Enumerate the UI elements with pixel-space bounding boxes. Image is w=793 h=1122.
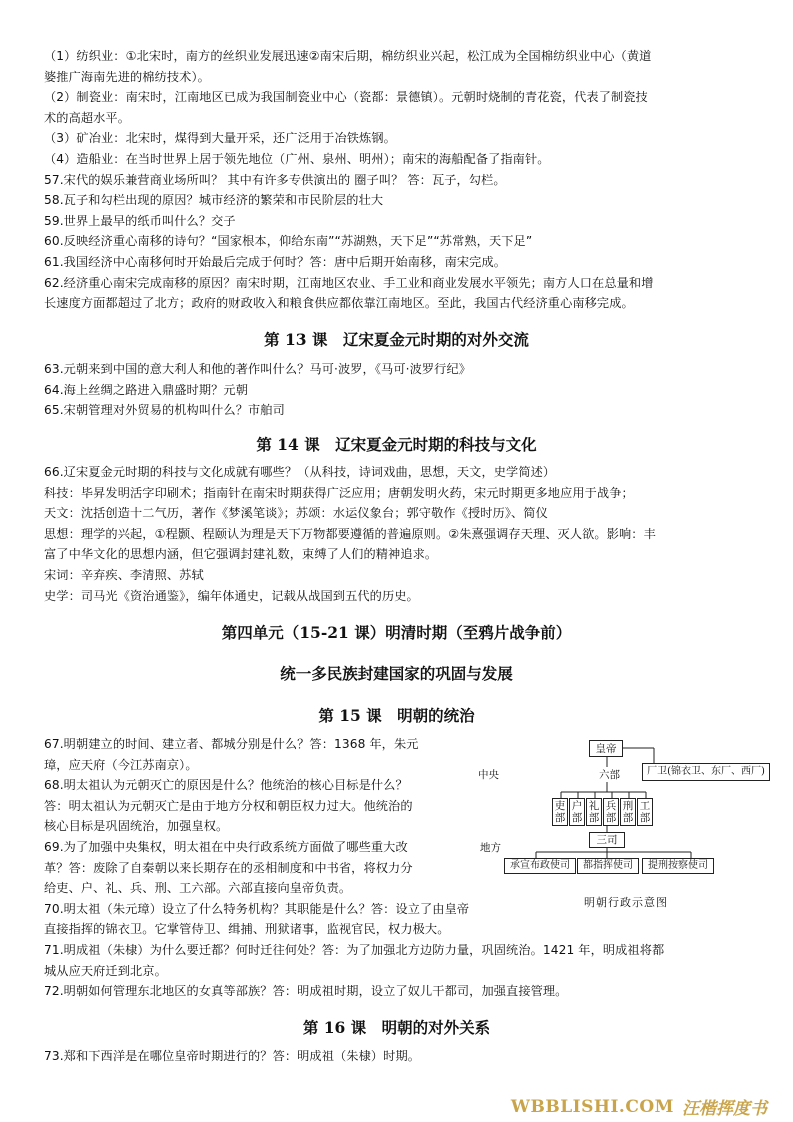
ministry-war-box (603, 798, 619, 826)
lesson16-title: 第 16 课 明朝的对外关系 (302, 1018, 491, 1037)
text-line: 57.宋代的娱乐兼营商业场所叫？ 其中有许多专供演出的 圈子叫？ 答：瓦子，勾栏。 (44, 172, 506, 187)
ministry-char: 户 (571, 799, 583, 812)
ministry-hu-box (569, 798, 585, 826)
text-line: 璋，应天府（今江苏南京）。 (44, 757, 198, 772)
text-line: 61.我国经济中心南移何时开始最后完成于何时？答：唐中后期开始南移，南宋完成。 (44, 254, 507, 269)
ministry-rites-box (586, 798, 602, 826)
ministry-char: 部 (571, 812, 583, 824)
ministry-char: 礼 (588, 799, 600, 812)
text-line: 天文：沈括创造十二气历，著作《梦溪笔谈》；苏颂：水运仪象台；郭守敬作《授时历》、简仪 (44, 506, 548, 521)
text-line: 宋词：辛弃疾、李清照、苏轼 (44, 567, 204, 582)
lesson16-section (44, 1046, 754, 1067)
ministry-char: 部 (605, 812, 617, 824)
text-line: 69.为了加强中央集权，明太祖在中央行政系统方面做了哪些重大改 (44, 839, 408, 854)
text-line: 58.瓦子和勾栏出现的原因？城市经济的繁荣和市民阶层的壮大 (44, 193, 384, 208)
text-line: 革？答：废除了自秦朝以来长期存在的丞相制度和中书省，将权力分 (44, 860, 413, 875)
ministry-char: 部 (588, 812, 600, 824)
text-line: 城从应天府迁到北京。 (44, 963, 167, 978)
text-line: 给吏、户、礼、兵、刑、工六部。六部直接向皇帝负责。 (44, 881, 352, 896)
text-line: 73.郑和下西洋是在哪位皇帝时期进行的？答：明成祖（朱棣）时期。 (44, 1049, 421, 1063)
text-line: 直接指挥的锦衣卫。它掌管侍卫、缉捕、刑狱诸事，监视官民，权力极大。 (44, 922, 450, 937)
text-line: 长速度方面都超过了北方；政府的财政收入和粮食供应都依靠江南地区。至此，我国古代经济重心南移完成。 (44, 296, 634, 311)
footer (511, 1094, 767, 1119)
ministry-char: 吏 (554, 799, 566, 812)
lesson14-section (44, 462, 754, 606)
ministry-char: 兵 (605, 799, 617, 812)
office-justice-box: 提刑按察使司 (642, 858, 714, 874)
text-line: 62.经济重心南宋完成南移的原因？南宋时期，江南地区农业、手工业和商业发展水平领先；南方人口在总量和增 (44, 275, 654, 290)
text-line: 63.元朝来到中国的意大利人和他的著作叫什么？马可·波罗，《马可·波罗行纪》 (44, 362, 472, 376)
text-line: （4）造船业：在当时世界上居于领先地位（广州、泉州、明州）；南宋的海船配备了指南针。 (44, 151, 550, 166)
three-offices-box: 三司 (589, 832, 625, 848)
ministry-works-box (637, 798, 653, 826)
text-line: 术的高超水平。 (44, 110, 131, 125)
text-line: 64.海上丝绸之路进入鼎盛时期？元朝 (44, 382, 248, 397)
text-line: 71.明成祖（朱棣）为什么要迁都？何时迁往何处？答：为了加强北方边防力量，巩固统治。1421 年，明成祖将都 (44, 943, 665, 957)
emperor-box: 皇帝 (589, 740, 623, 757)
lesson15-title: 第 15 课 明朝的统治 (318, 706, 475, 725)
site-watermark: WBBLISHI.COM (510, 1096, 674, 1117)
lesson15-wide-section (44, 940, 754, 1002)
six-ministries-label: 六部 (599, 769, 620, 781)
text-line: 59.世界上最早的纸币叫什么？交子 (44, 213, 236, 228)
text-line: 科技：毕昇发明活字印刷术；指南针在南宋时期获得广泛应用；唐朝发明火药，宋元时期更多地应用于战争； (44, 485, 634, 500)
text-line: 答：明太祖认为元朝灭亡是由于地方分权和朝臣权力过大。他统治的 (44, 798, 413, 813)
text-line: （2）制瓷业：南宋时，江南地区已成为我国制瓷业中心（瓷都：景德镇）。元朝时烧制的青花瓷，代表了制瓷技 (44, 90, 648, 105)
text-line: 65.宋朝管理对外贸易的机构叫什么？市舶司 (44, 403, 285, 418)
ministry-char: 部 (622, 812, 634, 824)
ministry-char: 工 (639, 799, 651, 812)
guard-box: 厂卫(锦衣卫、东厂、西厂) (642, 763, 770, 781)
ministry-char: 部 (554, 812, 566, 824)
text-line: 富了中华文化的思想内涵，但它强调封建礼数，束缚了人们的精神追求。 (44, 547, 438, 562)
text-line: 史学：司马光《资治通鉴》，编年体通史，记载从战国到五代的历史。 (44, 588, 419, 603)
diagram-caption: 明朝行政示意图 (584, 896, 668, 909)
ministry-char: 部 (639, 812, 651, 824)
text-line: 60.反映经济重心南移的诗句？“国家根本，仰给东南”“苏湖熟，天下足”“苏常熟，天下足” (44, 234, 533, 249)
ministry-char: 刑 (622, 799, 634, 812)
unit4-subtitle: 统一多民族封建国家的巩固与发展 (280, 664, 513, 683)
top-section (44, 46, 754, 314)
lesson13-title: 第 13 课 辽宋夏金元时期的对外交流 (264, 330, 529, 349)
text-line: 66.辽宋夏金元时期的科技与文化成就有哪些？（从科技，诗词戏曲，思想，天文，史学简述） (44, 465, 556, 479)
brand-signature: 汪楷挥度书 (682, 1099, 767, 1119)
local-label: 地方 (480, 842, 501, 854)
central-label: 中央 (478, 769, 499, 781)
text-line: 67.明朝建立的时间、建立者、都城分别是什么？答：1368 年，朱元 (44, 737, 419, 751)
text-line: 72.明朝如何管理东北地区的女真等部族？答：明成祖时期，设立了奴儿干都司，加强直接管理。 (44, 984, 568, 999)
text-line: 70.明太祖（朱元璋）设立了什么特务机构？其职能是什么？答：设立了由皇帝 (44, 901, 470, 916)
text-line: 思想：理学的兴起，①程颢、程颐认为理是天下万物都要遵循的普遍原则。②朱熹强调存天理、灭人欲。影响：丰 (44, 526, 656, 541)
ministry-justice-box (620, 798, 636, 826)
lesson14-title: 第 14 课 辽宋夏金元时期的科技与文化 (256, 435, 537, 454)
lesson15-narrow-section (44, 734, 469, 940)
text-line: 68.明太祖认为元朝灭亡的原因是什么？他统治的核心目标是什么？ (44, 778, 408, 793)
ming-admin-diagram (476, 736, 776, 912)
text-line: 婆推广海南先进的棉纺技术）。 (44, 69, 210, 84)
office-military-box: 都指挥使司 (577, 858, 639, 874)
text-line: （1）纺织业：①北宋时，南方的丝织业发展迅速②南宋后期，棉纺织业兴起，松江成为全国棉纺织业中心（黄道 (44, 49, 652, 63)
office-admin-box: 承宣布政使司 (504, 858, 576, 874)
unit4-title: 第四单元（15-21 课）明清时期（至鸦片战争前） (221, 623, 572, 642)
lesson13-section (44, 359, 754, 421)
ministry-li-box (552, 798, 568, 826)
text-line: 核心目标是巩固统治，加强皇权。 (44, 819, 229, 834)
text-line: （3）矿冶业：北宋时，煤得到大量开采，还广泛用于冶铁炼钢。 (44, 131, 396, 146)
